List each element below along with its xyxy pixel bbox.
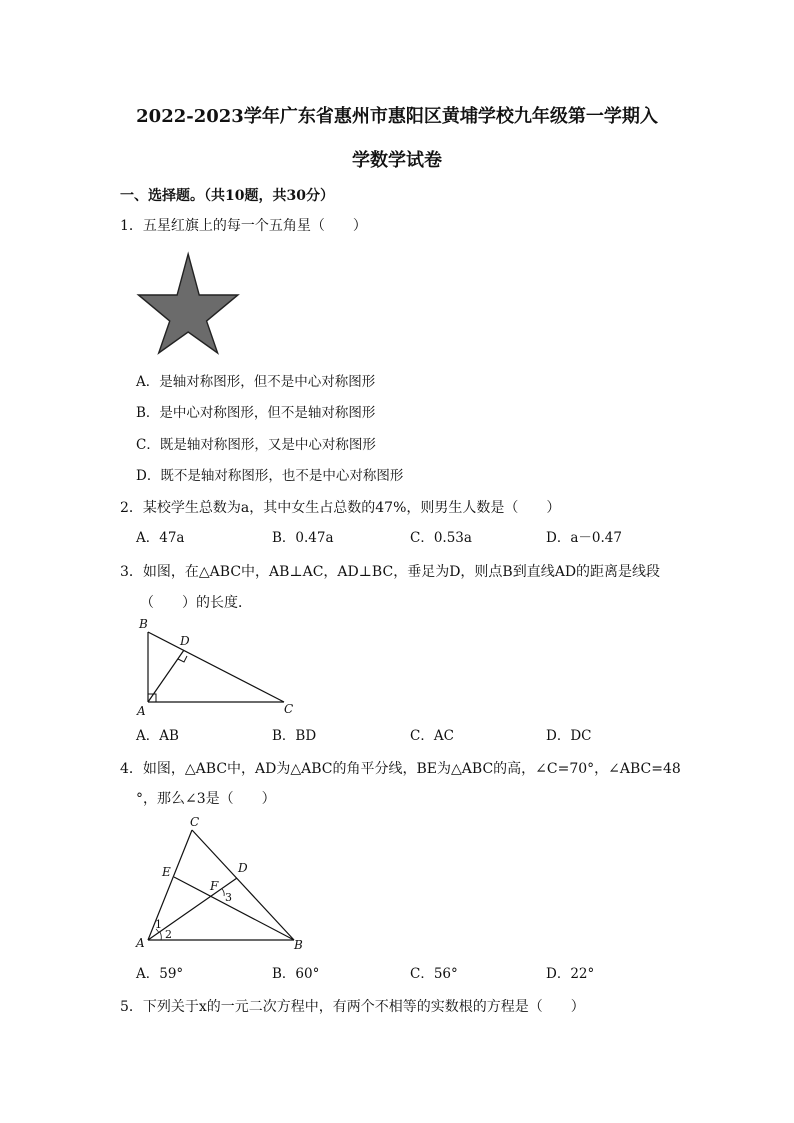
vertex-label-c: C — [284, 702, 294, 716]
vertex-label-d: D — [180, 634, 190, 648]
vertex-label-e: E — [162, 865, 171, 879]
question-4-option-a: A．59° — [136, 966, 184, 982]
vertex-label-b: B — [294, 938, 303, 952]
question-3-option-d: D．DC — [546, 728, 592, 744]
question-4-option-c: C．56° — [410, 966, 458, 982]
question-4-option-d: D．22° — [546, 966, 595, 982]
vertex-label-b: B — [139, 617, 148, 631]
exam-title-line1: 2022-2023学年广东省惠州市惠阳区黄埔学校九年级第一学期入 — [136, 106, 658, 127]
question-2-option-b: B．0.47a — [272, 530, 334, 546]
vertex-label-f: F — [210, 879, 219, 893]
question-1-option-a: A．是轴对称图形，但不是中心对称图形 — [136, 374, 376, 390]
question-1-stem: 1．五星红旗上的每一个五角星（ ） — [120, 218, 367, 234]
question-3-option-b: B．BD — [272, 728, 317, 744]
vertex-label-c: C — [190, 815, 200, 829]
vertex-label-d: D — [238, 861, 248, 875]
question-3-option-a: A．AB — [136, 728, 179, 744]
question-2-stem: 2．某校学生总数为a，其中女生占总数的47%，则男生人数是（ ） — [120, 500, 561, 516]
angle-label-1: 1 — [155, 918, 162, 931]
question-2-option-a: A．47a — [136, 530, 185, 546]
triangle-abc-figure-q4 — [134, 816, 314, 951]
angle-label-2: 2 — [165, 928, 172, 941]
question-4-option-b: B．60° — [272, 966, 320, 982]
angle-label-3: 3 — [225, 891, 232, 904]
question-4-stem-line2: °，那么∠3是（ ） — [136, 791, 276, 807]
question-4-stem-line1: 4．如图，△ABC中，AD为△ABC的角平分线，BE为△ABC的高，∠C=70°，∠ABC=48 — [120, 761, 681, 777]
exam-title-line2: 学数学试卷 — [352, 150, 442, 171]
question-2-option-c: C．0.53a — [410, 530, 472, 546]
star-figure — [140, 250, 240, 360]
question-3-option-c: C．AC — [410, 728, 454, 744]
triangle-abc-figure-q3 — [134, 618, 304, 718]
question-5-stem: 5．下列关于x的一元二次方程中，有两个不相等的实数根的方程是（ ） — [120, 999, 585, 1015]
question-3-stem-line1: 3．如图，在△ABC中，AB⊥AC，AD⊥BC，垂足为D，则点B到直线AD的距离是线段 — [120, 564, 661, 580]
vertex-label-a: A — [137, 704, 146, 718]
question-1-option-c: C．既是轴对称图形，又是中心对称图形 — [136, 437, 376, 453]
star-icon — [138, 254, 237, 353]
question-1-option-b: B．是中心对称图形，但不是轴对称图形 — [136, 405, 376, 421]
question-1-option-d: D．既不是轴对称图形，也不是中心对称图形 — [136, 468, 404, 484]
question-3-stem-line2: （ ）的长度． — [140, 595, 252, 611]
section-header: 一、选择题。（共10题，共30分） — [120, 188, 334, 204]
vertex-label-a: A — [136, 936, 145, 950]
question-2-option-d: D．a－0.47 — [546, 530, 622, 546]
